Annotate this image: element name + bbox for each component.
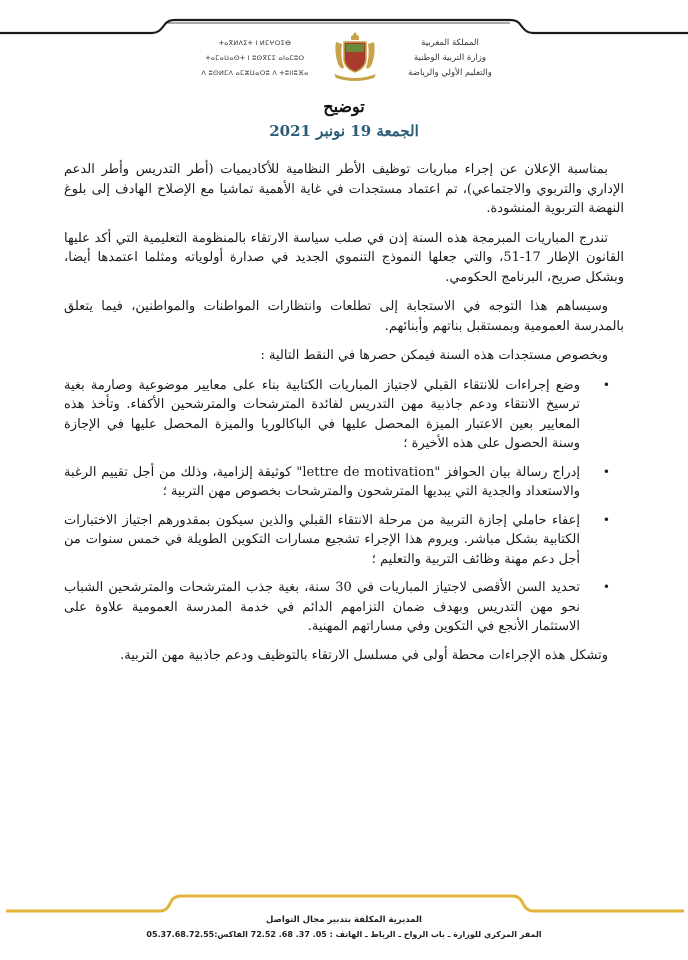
bullet-text: إعفاء حاملي إجازة التربية من مرحلة الانتقاء القبلي والذين سيكون بمقدورهم اجتياز الاختبارات الكتابية بشكل مباشر. ويروم هذا الإجراء تشجيع مسارات التكوين الطويلة في خمس سنوات من أجل دعم مهنة وظائف التربية والتعليم ؛ <box>64 512 580 567</box>
bullet-icon: • <box>602 464 610 479</box>
arabic-line: وزارة التربية الوطنية <box>413 53 487 63</box>
tifinagh-line: ⴷ ⵓⵙⵍⵎⴷ ⴰⵎⵣⵡⴰⵔⵓ ⴷ ⵜⵓⵏⵏⵓⴼⴰ <box>201 69 309 77</box>
paragraph: بمناسبة الإعلان عن إجراء مباريات توظيف الأطر النظامية للأكاديميات (أطر التدريس وأطر الدعم الإداري والتربوي والاجتماعي)، تم اعتماد مستجدات في غاية الأهمية تماشيا مع الإصلاح الهادف إلى بلوغ النهضة التربوية المنشودة. <box>64 162 624 216</box>
footer <box>0 913 688 943</box>
document-date: الجمعة 19 نونبر 2021 <box>269 122 419 140</box>
tifinagh-line: ⵜⴰⵎⴰⵡⴰⵙⵜ ⵏ ⵓⵙⴳⵎⵉ ⴰⵏⴰⵎⵓⵔ <box>205 54 305 62</box>
bullet-list <box>64 376 624 637</box>
bullet-icon: • <box>602 377 610 392</box>
letterhead <box>190 36 520 84</box>
bullet-item <box>64 511 610 570</box>
arabic-line: المملكة المغربية <box>421 38 479 48</box>
footer-department: المديرية المكلفة بتدبير مجال التواصل <box>266 915 422 925</box>
bullet-icon: • <box>602 512 610 527</box>
bullet-text: وضع إجراءات للانتقاء القبلي لاجتياز المباريات الكتابية بناء على معايير موضوعية وصارمة بغية ترسيخ الانتقاء ودعم جاذبية مهن التدريس لفائدة المترشحات والمترشحين الأكفاء. وتأخذ هذه المعايير بعين الاعتبار الميزة المحصل عليها في الباكالوريا والميزة المحصل عليها في الإجازة وسنة الحصول على هذه الأخيرة ؛ <box>64 377 580 451</box>
footer-address: المقر المركزي للوزارة ـ باب الرواح ـ الرباط ـ الهاتف : 05. 37. 68. 72.52 الفاكس:05.37.68.72.55 <box>146 930 542 939</box>
letterhead-tifinagh <box>190 36 320 81</box>
paragraph: وسيساهم هذا التوجه في الاستجابة إلى تطلعات وانتظارات المواطنات والمواطنين، فيما يتعلق بالمدرسة العمومية وبمستقبل بناتهم وأبنائهم. <box>64 299 624 334</box>
bullet-item <box>64 376 610 454</box>
document-body <box>64 160 624 675</box>
bullet-item <box>64 463 610 502</box>
paragraph: تندرج المباريات المبرمجة هذه السنة إذن في صلب سياسة الارتقاء بالمنظومة التعليمية التي أكد عليها القانون الإطار 17-51، والتي جعلها النموذج التنموي الجديد في صدارة أولوياته ومثلما اعتمدها أيضا، وبشكل صريح، البرنامج الحكومي. <box>64 230 624 285</box>
bullet-item <box>64 578 610 637</box>
bullet-icon: • <box>602 580 610 594</box>
moroccan-coat-of-arms-icon <box>330 30 380 82</box>
bullet-text: إدراج رسالة بيان الحوافز "lettre de motivation" كوثيقة إلزامية، وذلك من أجل تقييم الرغبة والاستعداد والجدية التي يبديها المترشحون والمترشحات بخصوص مهن التربية ؛ <box>64 464 580 499</box>
arabic-line: والتعليم الأولي والرياضة <box>408 68 492 78</box>
closing-paragraph: وتشكل هذه الإجراءات محطة أولى في مسلسل الارتقاء بالتوظيف ودعم جاذبية مهن التربية. <box>120 647 608 663</box>
bullet-text: تحديد السن الأقصى لاجتياز المباريات في 30 سنة، بغية جذب المترشحات والمترشحين الشباب نحو مهن التدريس وبهدف ضمان التزامهم الدائم في خدمة المدرسة العمومية علاوة على الاستثمار الأنجع في التكوين وفي مساراتهم المهنية. <box>64 580 580 634</box>
document-title: توضيح <box>323 97 365 116</box>
tifinagh-line: ⵜⴰⴳⵍⴷⵉⵜ ⵏ ⵍⵎⵖⵔⵉⴱ <box>218 39 292 47</box>
letterhead-arabic <box>380 36 520 81</box>
paragraph: وبخصوص مستجدات هذه السنة فيمكن حصرها في النقط التالية : <box>260 348 608 363</box>
